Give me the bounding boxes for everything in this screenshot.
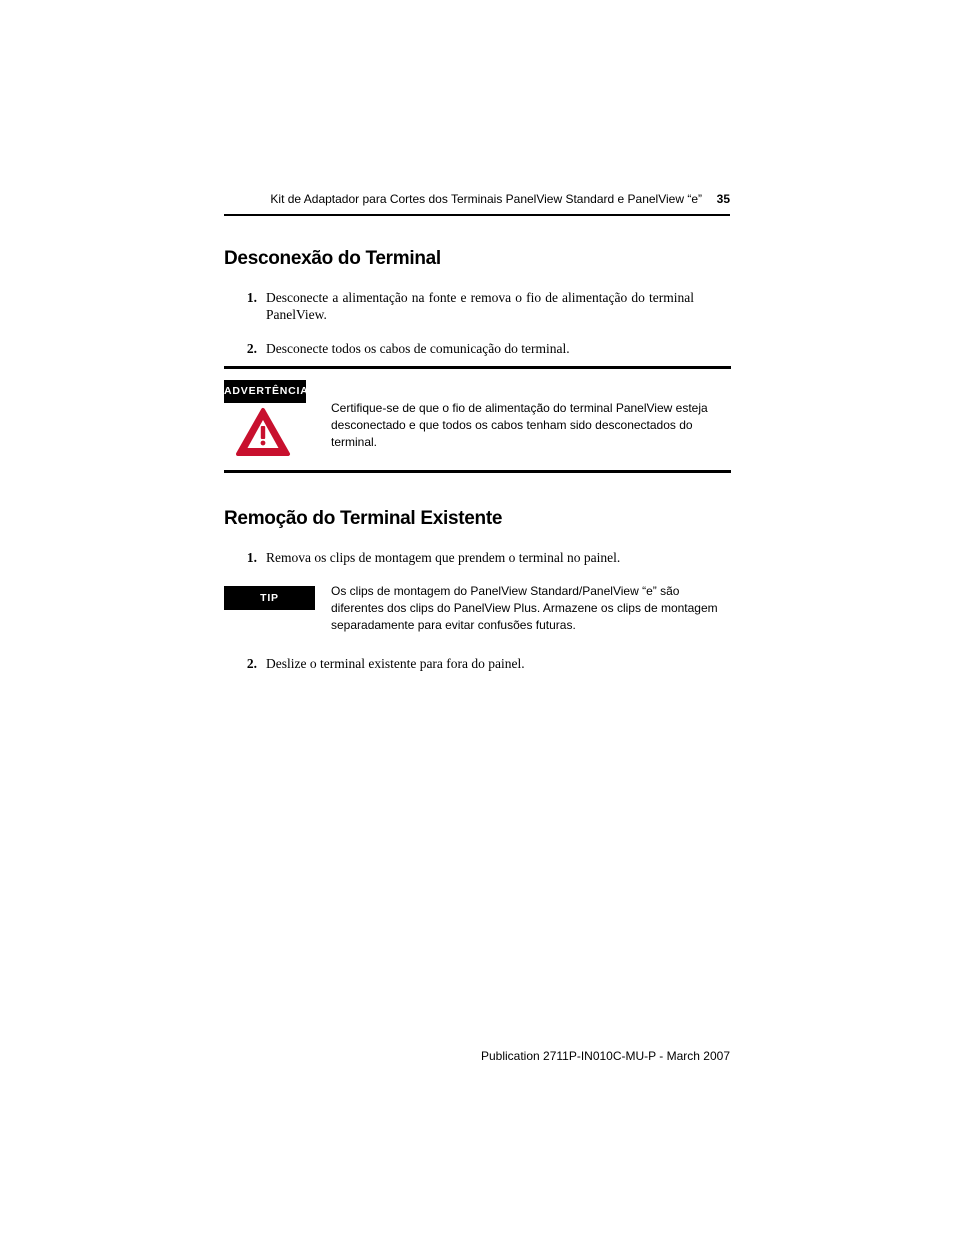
step-text: Remova os clips de montagem que prendem o terminal no painel. <box>266 550 621 565</box>
step-number: 2. <box>246 341 257 356</box>
section-heading-removal: Remoção do Terminal Existente <box>224 508 503 529</box>
warning-text: Certifique-se de que o fio de alimentação do terminal PanelView esteja desconectado e que todos os cabos tenham sido desconectados do terminal. <box>331 401 708 449</box>
step-text: Desconecte a alimentação na fonte e remova o fio de alimentação do terminal PanelView. <box>266 290 694 322</box>
step-slide-terminal <box>224 655 694 672</box>
step-number: 2. <box>246 656 257 671</box>
warning-triangle-icon <box>235 407 291 457</box>
step-text: Desconecte todos os cabos de comunicação do terminal. <box>266 341 570 356</box>
step-text: Deslize o terminal existente para fora do painel. <box>266 656 525 671</box>
warning-bottom-rule <box>224 470 731 473</box>
header-rule <box>224 214 730 216</box>
step-number: 1. <box>246 550 257 565</box>
step-number: 1. <box>246 290 257 305</box>
step-disconnect-power <box>224 289 694 323</box>
tip-text: Os clips de montagem do PanelView Standard/PanelView “e” são diferentes dos clips do PanelView Plus. Armazene os clips de montagem separadamente para evitar confusões futuras. <box>331 584 718 632</box>
warning-label: ADVERTÊNCIA <box>224 380 306 403</box>
publication-footer: Publication 2711P-IN010C-MU-P - March 2007 <box>480 1049 730 1063</box>
page-number: 35 <box>716 192 730 206</box>
running-header: Kit de Adaptador para Cortes dos Terminais PanelView Standard e PanelView “e” <box>270 192 702 206</box>
step-disconnect-cables <box>224 340 694 357</box>
section-heading-disconnect: Desconexão do Terminal <box>224 248 441 269</box>
warning-top-rule <box>224 366 731 369</box>
tip-label: TIP <box>224 586 315 610</box>
step-remove-clips <box>224 549 694 566</box>
